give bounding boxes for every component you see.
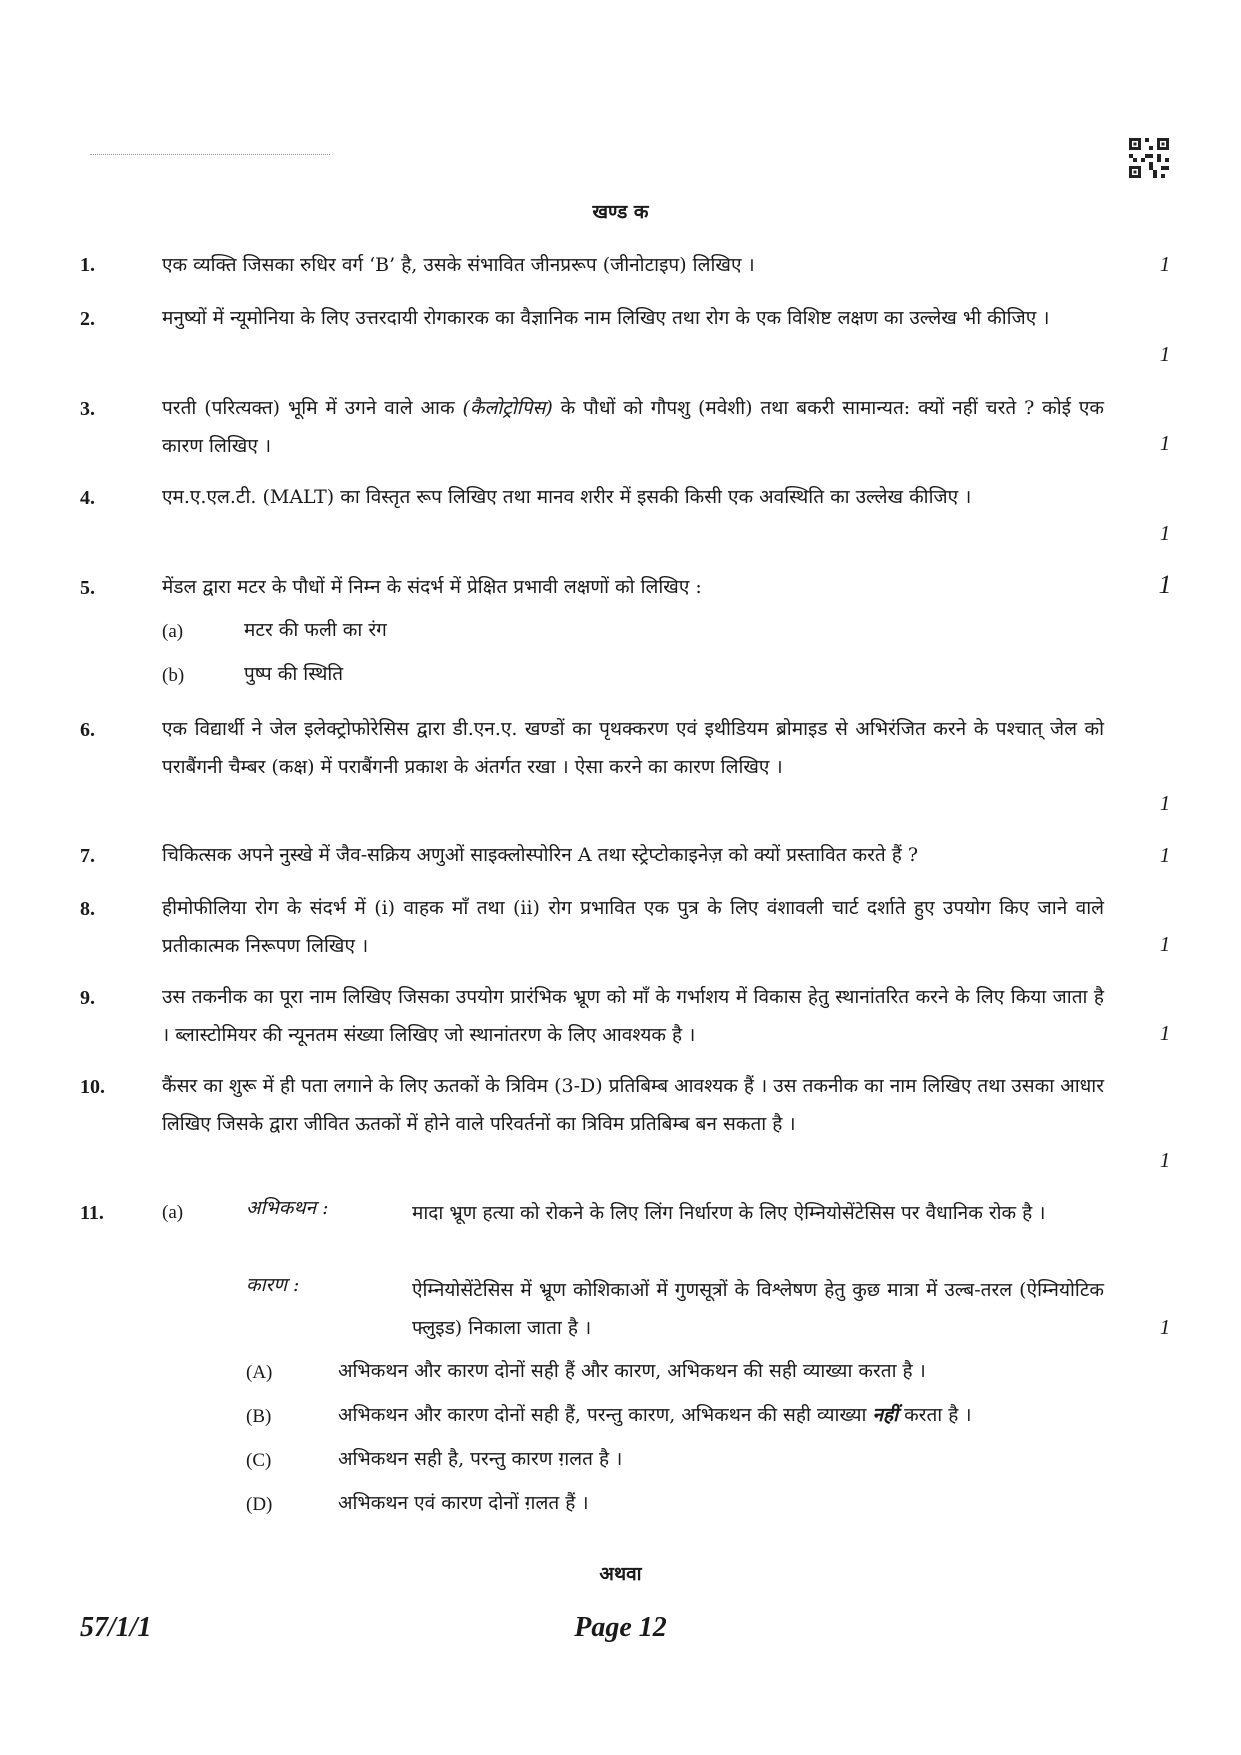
question-number: 2. [80,308,95,330]
question-text: चिकित्सक अपने नुस्खे में जैव-सक्रिय अणुओं साइक्लोस्पोरिन A तथा स्ट्रेप्टोकाइनेज़ को क्यों प्रस्तावित करते हैं ? [162,844,919,866]
or-label: अथवा [599,1563,642,1585]
section-title: खण्ड क [592,201,649,223]
reason-label: कारण : [246,1274,300,1296]
question-marks: 1 [1159,1021,1171,1045]
option-text [338,1401,972,1427]
option-text-part: करता है । [898,1404,972,1426]
question-text-part: परती (परित्यक्त) भूमि में उगने वाले आक [162,397,463,419]
question-marks: 1 [1159,521,1171,545]
option-text-part: अभिकथन और कारण दोनों सही हैं, परन्तु कारण, अभिकथन की सही व्याख्या [338,1404,873,1426]
question-number: 8. [80,898,95,920]
question-part-label: (a) [162,1202,184,1223]
question-number: 7. [80,845,95,867]
question-number: 4. [80,487,95,509]
question-marks: 1 [1158,570,1172,599]
question-marks: 1 [1159,431,1171,455]
question-number: 10. [80,1076,105,1098]
qr-code-icon [1129,138,1169,178]
question-number: 1. [80,254,95,276]
question-text: हीमोफीलिया रोग के संदर्भ में (i) वाहक माँ तथा (ii) रोग प्रभावित एक पुत्र के लिए वंशावली चार्ट दर्शाते हुए उपयोग किए जाने वाले प्रतीकात्मक निरूपण लिखिए । [162,897,1104,957]
option-label: (B) [246,1406,272,1427]
question-number: 6. [80,719,95,741]
question-marks: 1 [1159,932,1171,956]
sub-item-label: (b) [162,665,185,686]
paper-code: 57/1/1 [80,1612,152,1643]
question-marks: 1 [1159,1148,1171,1172]
assertion-text: मादा भ्रूण हत्या को रोकने के लिए लिंग निर्धारण के लिए ऐम्नियोसेंटेसिस पर वैधानिक रोक है । [412,1202,1046,1224]
question-text: कैंसर का शुरू में ही पता लगाने के लिए ऊतकों के त्रिविम (3-D) प्रतिबिम्ब आवश्यक हैं । उस तकनीक का नाम लिखिए तथा उसका आधार लिखिए जिसके द्वारा जीवित ऊतकों में होने वाले परिवर्तनों का त्रिविम प्रतिबिम्ब बन सकता है । [162,1075,1104,1135]
question-text: मेंडल द्वारा मटर के पौधों में निम्न के संदर्भ में प्रेक्षित प्रभावी लक्षणों को लिखिए : [162,576,702,598]
reason-text: ऐम्नियोसेंटेसिस में भ्रूण कोशिकाओं में गुणसूत्रों के विश्लेषण हेतु कुछ मात्रा में उल्ब-तरल (ऐम्नियोटिक फ्लुइड) निकाला जाता है । [412,1279,1104,1339]
question-text-part: के पौधों को गौपशु (मवेशी) तथा बकरी सामान्यत: क्यों नहीं चरते ? कोई एक कारण लिखिए । [162,397,1104,457]
question-text: एम.ए.एल.टी. (MALT) का विस्तृत रूप लिखिए तथा मानव शरीर में इसकी किसी एक अवस्थिति का उल्लेख कीजिए । [162,486,972,508]
sub-item-text: मटर की फली का रंग [244,619,387,641]
question-text: उस तकनीक का पूरा नाम लिखिए जिसका उपयोग प्रारंभिक भ्रूण को माँ के गर्भाशय में विकास हेतु स्थानांतरित करने के लिए किया जाता है । ब्लास्टोमियर की न्यूनतम संख्या लिखिए जो स्थानांतरण के लिए आवश्यक है । [162,986,1104,1046]
question-text [162,389,1104,465]
assertion-label: अभिकथन : [246,1197,329,1219]
question-number: 3. [80,398,95,420]
question-text: एक विद्यार्थी ने जेल इलेक्ट्रोफोरेसिस द्वारा डी.एन.ए. खण्डों का पृथक्करण एवं इथीडियम ब्रोमाइड से अभिरंजित करने के पश्चात् जेल को पराबैंगनी चैम्बर (कक्ष) में पराबैंगनी प्रकाश के अंतर्गत रखा । ऐसा करने का कारण लिखिए । [162,718,1104,778]
option-text: अभिकथन सही है, परन्तु कारण ग़लत है । [338,1448,623,1470]
question-number: 5. [80,577,95,599]
question-text: मनुष्यों में न्यूमोनिया के लिए उत्तरदायी रोगकारक का वैज्ञानिक नाम लिखिए तथा रोग के एक विशिष्ट लक्षण का उल्लेख भी कीजिए । [162,307,1050,329]
option-text: अभिकथन एवं कारण दोनों ग़लत हैं । [338,1492,589,1514]
question-number: 11. [80,1202,104,1224]
sub-item-text: पुष्प की स्थिति [244,663,344,685]
question-text: एक व्यक्ति जिसका रुधिर वर्ग ‘B’ है, उसके संभावित जीनप्ररूप (जीनोटाइप) लिखिए । [162,254,755,276]
option-label: (A) [246,1362,273,1383]
page-number: Page 12 [574,1612,667,1643]
question-number: 9. [80,987,95,1009]
header-rule [90,154,330,155]
question-marks: 1 [1159,1315,1171,1339]
question-marks: 1 [1159,843,1171,867]
question-marks: 1 [1159,342,1171,366]
question-marks: 1 [1159,252,1171,276]
question-text-italic: (कैलोट्रोपिस) [462,397,553,419]
question-marks: 1 [1159,791,1171,815]
option-label: (C) [246,1450,272,1471]
option-label: (D) [246,1494,273,1515]
option-text: अभिकथन और कारण दोनों सही हैं और कारण, अभिकथन की सही व्याख्या करता है । [338,1360,926,1382]
option-text-emphasis: नहीं [872,1404,899,1426]
sub-item-label: (a) [162,621,184,642]
